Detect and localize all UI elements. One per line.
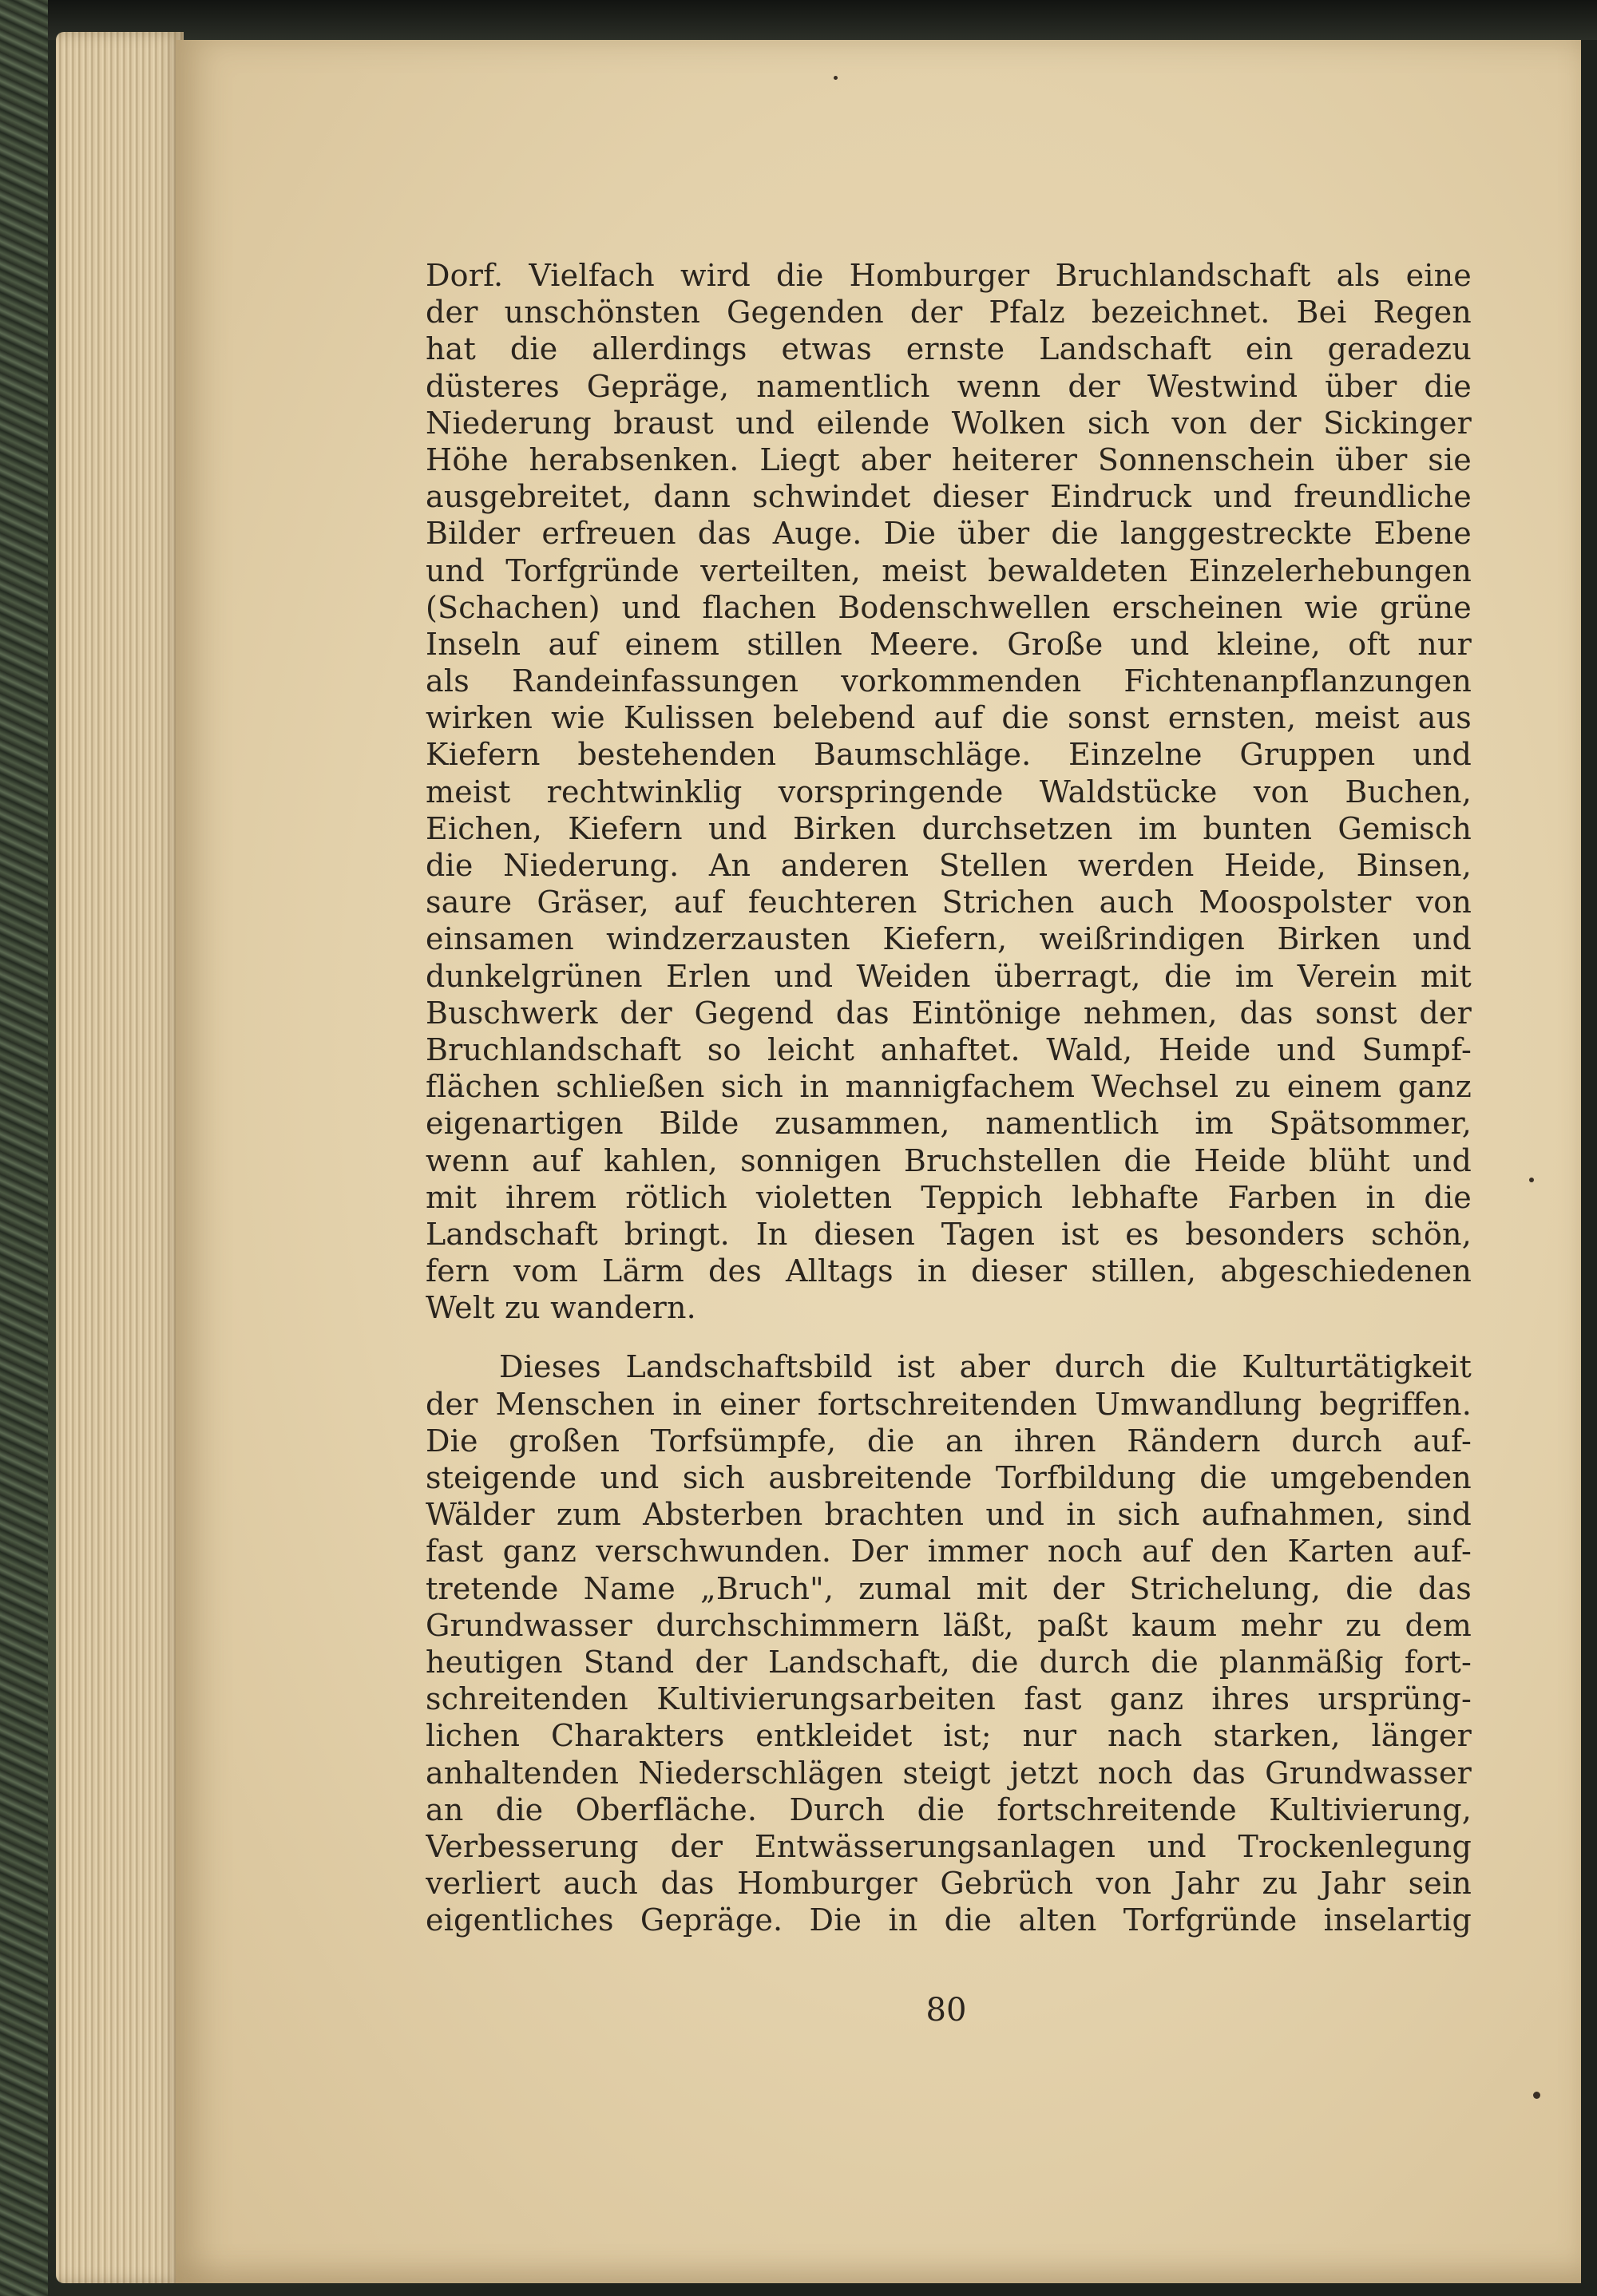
text-line: (Schachen) und flachen Bodenschwellen erscheinen wie grüne (426, 589, 1472, 625)
text-line: tretende Name „Bruch", zumal mit der Strichelung, die das (426, 1570, 1472, 1606)
text-line: als Randeinfassungen vorkommenden Fichtenanpflanzungen (426, 663, 1472, 699)
text-line: verliert auch das Homburger Gebrüch von Jahr zu Jahr sein (426, 1866, 1472, 1902)
paragraph-2 (426, 1348, 1472, 1938)
page-number: 80 (925, 1992, 967, 2029)
text-line: fern vom Lärm des Alltags in dieser stillen, abgeschiedenen (426, 1253, 1472, 1289)
paragraph-1 (426, 257, 1472, 1326)
text-line: Dorf. Vielfach wird die Homburger Bruchlandschaft als eine (426, 258, 1472, 293)
text-line: dunkelgrünen Erlen und Weiden überragt, die im Verein mit (426, 958, 1472, 994)
text-line: meist rechtwinklig vorspringende Waldstücke von Buchen, (426, 774, 1472, 810)
text-line: Welt zu wandern. (426, 1290, 696, 1326)
scan-background-top (48, 0, 1597, 40)
text-line: Kiefern bestehenden Baumschläge. Einzelne Gruppen und (426, 737, 1472, 773)
text-line: an die Oberfläche. Durch die fortschreitende Kultivierung, (426, 1791, 1472, 1827)
text-line: Niederung braust und eilende Wolken sich von der Sickinger (426, 405, 1472, 441)
paper-speck (1529, 1178, 1534, 1182)
text-line: Wälder zum Absterben brachten und in sich aufnahmen, sind (426, 1497, 1472, 1533)
text-line: Höhe herabsenken. Liegt aber heiterer Sonnenschein über sie (426, 441, 1472, 477)
paper-speck (834, 76, 838, 80)
page-edges (56, 32, 184, 2283)
text-line: Dieses Landschaftsbild ist aber durch die Kulturtätigkeit (499, 1349, 1472, 1385)
text-line: Grundwasser durchschimmern läßt, paßt kaum mehr zu dem (426, 1607, 1472, 1643)
text-line: saure Gräser, auf feuchteren Strichen auch Moospolster von (426, 885, 1472, 920)
text-line: wirken wie Kulissen belebend auf die sonst ernsten, meist aus (426, 700, 1472, 736)
text-line: anhaltenden Niederschlägen steigt jetzt noch das Grundwasser (426, 1755, 1472, 1791)
text-line: Buschwerk der Gegend das Eintönige nehmen, das sonst der (426, 995, 1472, 1031)
text-line: Die großen Torfsümpfe, die an ihren Rändern durch auf- (426, 1423, 1472, 1459)
text-line: der unschönsten Gegenden der Pfalz bezeichnet. Bei Regen (426, 295, 1472, 331)
text-line: fast ganz verschwunden. Der immer noch auf den Karten auf- (426, 1534, 1472, 1570)
text-line: einsamen windzerzausten Kiefern, weißrindigen Birken und (426, 921, 1472, 957)
text-line: eigentliches Gepräge. Die in die alten Torfgründe inselartig (426, 1902, 1472, 1938)
text-line: und Torfgründe verteilten, meist bewaldeten Einzelerhebungen (426, 552, 1472, 588)
text-line: lichen Charakters entkleidet ist; nur nach starken, länger (426, 1718, 1472, 1754)
text-line: Verbesserung der Entwässerungsanlagen und Trockenlegung (426, 1828, 1472, 1864)
text-line: Bilder erfreuen das Auge. Die über die langgestreckte Ebene (426, 516, 1472, 552)
text-line: hat die allerdings etwas ernste Landschaft ein geradezu (426, 331, 1472, 367)
text-line: wenn auf kahlen, sonnigen Bruchstellen die Heide blüht und (426, 1142, 1472, 1178)
text-line: schreitenden Kultivierungsarbeiten fast ganz ihres ursprüng- (426, 1681, 1472, 1717)
paper-speck (1533, 2092, 1540, 2099)
text-line: Landschaft bringt. In diesen Tagen ist es besonders schön, (426, 1216, 1472, 1252)
text-line: Bruchlandschaft so leicht anhaftet. Wald, Heide und Sumpf- (426, 1031, 1472, 1067)
text-line: mit ihrem rötlich violetten Teppich lebhafte Farben in die (426, 1179, 1472, 1215)
page-text (426, 257, 1472, 1938)
paragraph-gap (426, 1326, 1472, 1348)
text-line: der Menschen in einer fortschreitenden Umwandlung begriffen. (426, 1386, 1472, 1422)
text-line: steigende und sich ausbreitende Torfbildung die umgebenden (426, 1460, 1472, 1495)
text-line: flächen schließen sich in mannigfachem Wechsel zu einem ganz (426, 1069, 1472, 1105)
text-line: ausgebreitet, dann schwindet dieser Eindruck und freundliche (426, 479, 1472, 515)
book-binding (0, 0, 48, 2296)
text-line: Eichen, Kiefern und Birken durchsetzen im bunten Gemisch (426, 810, 1472, 846)
text-line: Inseln auf einem stillen Meere. Große und kleine, oft nur (426, 626, 1472, 662)
text-line: heutigen Stand der Landschaft, die durch die planmäßig fort- (426, 1644, 1472, 1680)
text-line: eigenartigen Bilde zusammen, namentlich im Spätsommer, (426, 1106, 1472, 1142)
text-line: die Niederung. An anderen Stellen werden Heide, Binsen, (426, 848, 1472, 883)
text-line: düsteres Gepräge, namentlich wenn der Westwind über die (426, 368, 1472, 404)
